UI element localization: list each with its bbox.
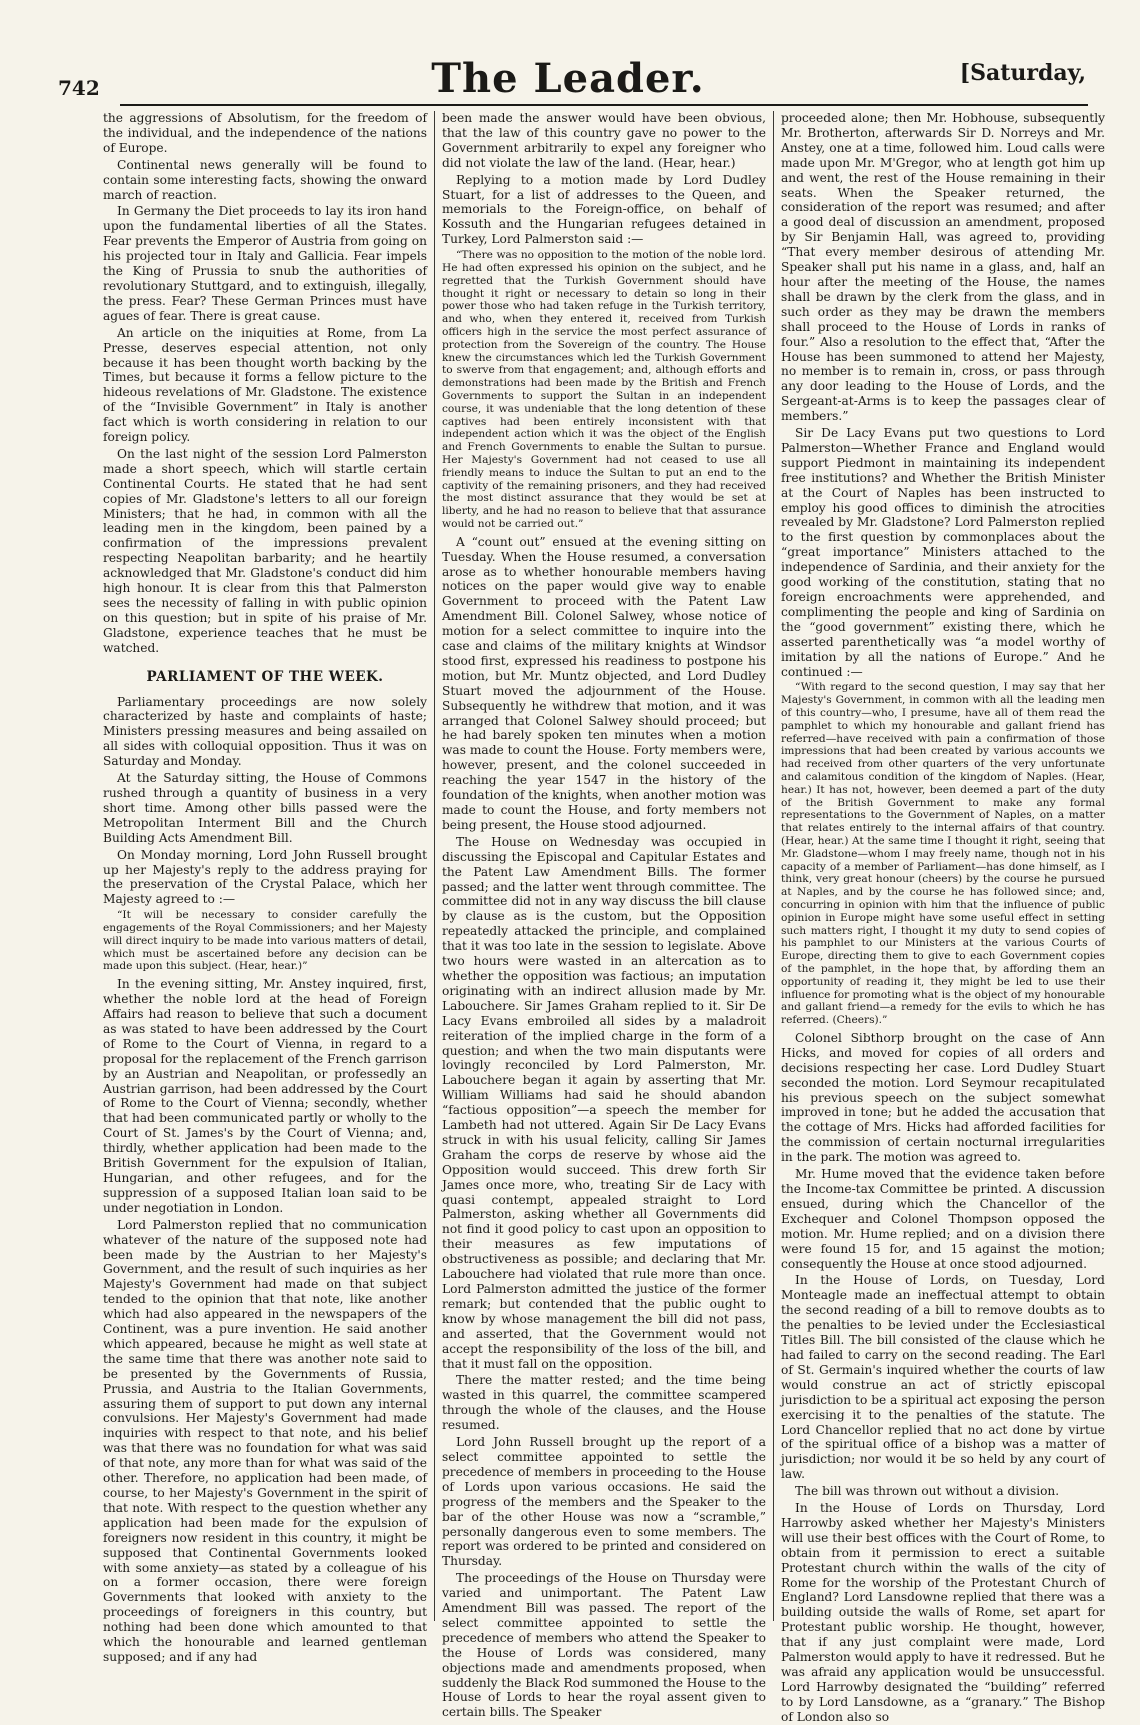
- article-paragraph: In the House of Lords, on Tuesday, Lord Monteagle made an ineffectual attempt to obtain the second reading of a bill to remove doubts as to the penalties to be levied under the Ecclesiastical Titles Bill. The bill consisted of the clause which he had failed to carry on the second reading. The Earl of St. Germain's inquired whether the courts of law would construe an act of strictly episcopal jurisdiction to be a spiritual act exposing the person exercising it to the penalties of the statute. The Lord Chancellor replied that no act done by virtue of the spiritual office of a bishop was a matter of jurisdiction; nor would it be so held by any court of law.: [781, 1273, 1105, 1482]
- article-paragraph: In the evening sitting, Mr. Anstey inquired, first, whether the noble lord at the head of Foreign Affairs had reason to believe that such a document as was stated to have been addressed by the Court of Rome to the Court of Vienna, in regard to a proposal for the replacement of the French garrison by an Austrian and Neapolitan, or professedly an Austrian garrison, had been addressed by the Court of Rome to the Court of Vienna; secondly, whether that had been communicated partly or wholly to the Court of St. James's by the Court of Vienna; and, thirdly, whether application had been made to the British Government for the expulsion of Italian, Hungarian, and other refugees, and for the suppression of a supposed Italian loan said to be under negotiation in London.: [103, 977, 427, 1215]
- article-paragraph: An article on the iniquities at Rome, from La Presse, deserves especial attention, not only because it has been thought worth backing by the Times, but because it forms a fellow picture to the hideous revelations of Mr. Gladstone. The existence of the “Invisible Government” in Italy is another fact which is worth considering in relation to our foreign policy.: [103, 325, 427, 445]
- quoted-speech: “There was no opposition to the motion of the noble lord. He had often expressed his opinion on the subject, and he regretted that the Turkish Government should have thought it right or necessary to detain so long in their power those who had taken refuge in the Turkish territory, and who, when they entered it, received from Turkish officers high in the service the most perfect assurance of protection from the Sovereign of the country. The House knew the circumstances which led the Turkish Government to swerve from that engagement; and, although efforts and demonstrations had been made by the British and French Governments to support the Sultan in an independent course, it was undeniable that the long detention of these captives had been entirely inconsistent with that independent action which it was the object of the English and French Governments to enable the Sultan to pursue. Her Majesty's Government had not ceased to use all friendly means to induce the Sultan to put an end to the captivity of the remaining prisoners, and they had received the most distinct assurance that they would be set at liberty, and he had no reason to believe that that assurance would not be carried out.”: [442, 249, 766, 530]
- article-paragraph: Replying to a motion made by Lord Dudley Stuart, for a list of addresses to the Queen, and memorials to the Foreign-office, on behalf of Kossuth and the Hungarian refugees detained in Turkey, Lord Palmerston said :—: [442, 172, 766, 247]
- article-paragraph: On Monday morning, Lord John Russell brought up her Majesty's reply to the address praying for the preservation of the Crystal Palace, which her Majesty agreed to :—: [103, 847, 427, 907]
- article-paragraph: Continental news generally will be found to contain some interesting facts, showing the onward march of reaction.: [103, 157, 427, 202]
- header-rule: [120, 104, 1088, 106]
- article-paragraph: The bill was thrown out without a division.: [795, 1484, 1060, 1499]
- text-columns: [96, 111, 1112, 1724]
- article-paragraph: Lord Palmerston replied that no communication whatever of the nature of the supposed note had been made by the Austrian to her Majesty's Government, and the result of such inquiries as her Majesty's Government had made on that subject tended to the opinion that that note, like another which had also appeared in the newspapers of the Continent, was a pure invention. He said another which appeared, because he might as well state at the same time that there was another note said to be presented by the Governments of Russia, Prussia, and Austria to the Italian Governments, assuring them of support to put down any internal convulsions. Her Majesty's Government had made inquiries with respect to that note, and his belief was that there was no foundation for what was said of that note, any more than for what was said of the other. Therefore, no application had been made, of course, to her Majesty's Government in the spirit of that note. With respect to the question whether any application had been made for the expulsion of foreigners now resident in this country, it might be supposed that Continental Governments looked with some anxiety—as stated by a colleague of his on a former occasion, there were foreign Governments that looked with anxiety to the proceedings of foreigners in this country, but nothing had been done which amounted to that which the honourable and learned gentleman supposed; and if any had: [103, 1217, 427, 1664]
- column-2: [434, 111, 773, 1720]
- article-paragraph: Parliamentary proceedings are now solely characterized by haste and complaints of haste; Ministers pressing measures and being assailed on all sides with colloquial opposition. Thus it was on Saturday and Monday.: [103, 694, 427, 769]
- article-paragraph: A “count out” ensued at the evening sitting on Tuesday. When the House resumed, a conversation arose as to whether honourable members having notices on the paper would give way to enable Government to proceed with the Patent Law Amendment Bill. Colonel Salwey, whose notice of motion for a select committee to inquire into the case and claims of the military knights at Windsor stood first, expressed his readiness to postpone his motion, but Mr. Muntz objected, and Lord Dudley Stuart moved the adjournment of the House. Subsequently he withdrew that motion, and it was arranged that Colonel Salwey should proceed; but he had barely spoken ten minutes when a motion was made to count the House. Forty members were, however, present, and the colonel succeeded in reaching the year 1547 in the history of the foundation of the knights, when another motion was made to count the House, and forty members not being present, the House stood adjourned.: [442, 534, 766, 832]
- article-paragraph: Colonel Sibthorp brought on the case of Ann Hicks, and moved for copies of all orders and decisions respecting her case. Lord Dudley Stuart seconded the motion. Lord Seymour recapitulated his previous speech on the subject somewhat improved in tone; but he added the accusation that the cottage of Mrs. Hicks had afforded facilities for the commission of certain nocturnal irregularities in the park. The motion was agreed to.: [781, 1030, 1105, 1165]
- article-paragraph: been made the answer would have been obvious, that the law of this country gave no power to the Government arbitrarily to expel any foreigner who did not violate the law of the land. (Hear, hear.): [442, 111, 766, 170]
- quoted-speech: “With regard to the second question, I may say that her Majesty's Government, in common with all the leading men of this country—who, I presume, have all of them read the pamphlet to which my honourable and gallant friend has referred—have received with pain a confirmation of those impressions that had been created by various accounts we had received from other quarters of the very unfortunate and calamitous condition of the kingdom of Naples. (Hear, hear.) It has not, however, been deemed a part of the duty of the British Government to make any formal representations to the Government of Naples, on a matter that relates entirely to the internal affairs of that country. (Hear, hear.) At the same time I thought it right, seeing that Mr. Gladstone—whom I may freely name, though not in his capacity of a member of Parliament—has done himself, as I think, very great honour (cheers) by the course he pursued at Naples, and by the course he has followed since; and, concurring in opinion with him that the influence of public opinion in Europe might have some useful effect in setting such matters right, I thought it my duty to send copies of his pamphlet to our Ministers at the various Courts of Europe, directing them to give to each Government copies of the pamphlet, in the hope that, by affording them an opportunity of reading it, they might be led to use their influence for promoting what is the object of my honourable and gallant friend—a remedy for the evils to which he has referred. (Cheers).”: [781, 681, 1105, 1027]
- article-paragraph: Mr. Hume moved that the evidence taken before the Income-tax Committee be printed. A discussion ensued, during which the Chancellor of the Exchequer and Colonel Thompson opposed the motion. Mr. Hume replied; and on a division there were found 15 for, and 15 against the motion; consequently the House at once stood adjourned.: [781, 1167, 1105, 1271]
- section-heading: PARLIAMENT OF THE WEEK.: [146, 668, 384, 685]
- article-paragraph: There the matter rested; and the time being wasted in this quarrel, the committee scampered through the whole of the clauses, and the House resumed.: [442, 1373, 766, 1433]
- article-paragraph: The proceedings of the House on Thursday were varied and unimportant. The Patent Law Amendment Bill was passed. The report of the select committee appointed to settle the precedence of members who attend the Speaker to the House of Lords was considered, many objections made and amendments proposed, when suddenly the Black Rod summoned the House to the House of Lords to hear the royal assent given to certain bills. The Speaker: [442, 1571, 767, 1720]
- article-paragraph: In Germany the Diet proceeds to lay its iron hand upon the fundamental liberties of all the States. Fear prevents the Emperor of Austria from going on his projected tour in Italy and Gallicia. Fear impels the King of Prussia to snub the authorities of revolutionary Stuttgard, and to extinguish, illegally, the press. Fear? These German Princes must have agues of fear. There is great cause.: [103, 204, 427, 323]
- page-number: 742: [58, 76, 100, 100]
- page-header: [20, 0, 1116, 100]
- article-paragraph: In the House of Lords on Thursday, Lord Harrowby asked whether her Majesty's Ministers will use their best offices with the Court of Rome, to obtain from it permission to erect a suitable Protestant church within the walls of the city of Rome for the worship of the Protestant Church of England? Lord Lansdowne replied that there was a building outside the walls of Rome, set apart for Protestant public worship. He thought, however, that if any just complaint were made, Lord Palmerston would apply to have it redressed. But he was afraid any application would be unsuccessful. Lord Harrowby designated the “building” referred to by Lord Lansdowne, as a “granary.” The Bishop of London also so: [781, 1501, 1105, 1724]
- article-paragraph: Lord John Russell brought up the report of a select committee appointed to settle the precedence of members in proceeding to the House of Lords upon various occasions. He said the progress of the members and the Speaker to the bar of the other House was now a “scramble,” personally dangerous even to some members. The report was ordered to be printed and considered on Thursday.: [442, 1435, 766, 1569]
- article-paragraph: At the Saturday sitting, the House of Commons rushed through a quantity of business in a very short time. Among other bills passed were the Metropolitan Interment Bill and the Church Building Acts Amendment Bill.: [103, 771, 427, 845]
- masthead-title: The Leader.: [431, 55, 705, 102]
- article-paragraph: Sir De Lacy Evans put two questions to Lord Palmerston—Whether France and England would support Piedmont in maintaining its independent free institutions? and Whether the British Minister at the Court of Naples has been instructed to employ his good offices to diminish the atrocities revealed by Mr. Gladstone? Lord Palmerston replied to the first question by commonplaces about the “great importance” Ministers attached to the independence of Sardinia, and their anxiety for the good working of the constitution, stating that no foreign encroachments were apprehended, and complimenting the people and king of Sardinia on the “good government” existing there, which he asserted parenthetically was “a model worthy of imitation by all the nations of Europe.” And he continued :—: [781, 426, 1105, 679]
- article-paragraph: The House on Wednesday was occupied in discussing the Episcopal and Capitular Estates and the Patent Law Amendment Bills. The former passed; and the latter went through committee. The committee did not in any way discuss the bill clause by clause as is the custom, but the Opposition repeatedly attacked the principle, and complained that it was too late in the session to legislate. Above two hours were wasted in an altercation as to whether the opposition was factious; an imputation originating with an indirect allusion made by Mr. Labouchere. Sir James Graham replied to it. Sir De Lacy Evans embroiled all sides by a maladroit reiteration of the implied charge in the form of a question; and when the two main disputants were lovingly reconciled by Lord Palmerston, Mr. Labouchere began it again by asserting that Mr. William Williams had said he should abandon “factious opposition”—a speech the member for Lambeth had not uttered. Again Sir De Lacy Evans struck in with his usual felicity, calling Sir James Graham the corps de reserve by whose aid the Opposition would succeed. This drew forth Sir James once more, who, treating Sir de Lacy with quasi contempt, appealed straight to Lord Palmerston, asking whether all Governments did not find it good policy to cast upon an opposition to their measures as few imputations of obstructiveness as possible; and declaring that Mr. Labouchere had violated that rule more than once. Lord Palmerston admitted the justice of the former remark; but contended that the public ought to know by whose management the bill did not pass, and asserted, that the Government would not accept the responsibility of the loss of the bill, and that it must fall on the opposition.: [442, 834, 766, 1371]
- quoted-speech: “It will be necessary to consider carefully the engagements of the Royal Commissioners; and her Majesty will direct inquiry to be made into various matters of detail, which must be ascertained before any decision can be made upon this subject. (Hear, hear.)”: [103, 909, 427, 973]
- article-paragraph: the aggressions of Absolutism, for the freedom of the individual, and the independence of the nations of Europe.: [103, 111, 427, 155]
- article-paragraph: proceeded alone; then Mr. Hobhouse, subsequently Mr. Brotherton, afterwards Sir D. Norreys and Mr. Anstey, one at a time, followed him. Loud calls were made upon Mr. M'Gregor, who at length got him up and went, the rest of the House remaining in their seats. When the Speaker returned, the consideration of the report was resumed; and after a good deal of discussion an amendment, proposed by Sir Benjamin Hall, was agreed to, providing “That every member desirous of attending Mr. Speaker shall put his name in a glass, and, half an hour after the meeting of the House, the names shall be drawn by the clerk from the glass, and in such order as they may be drawn the members shall proceed to the House of Lords in ranks of four.” Also a resolution to the effect that, “After the House has been summoned to attend her Majesty, no member is to remain in, cross, or pass through any door leading to the House of Lords, and the Sergeant-at-Arms is to keep the passages clear of members.”: [781, 111, 1105, 424]
- column-1: [96, 111, 434, 1664]
- article-paragraph: On the last night of the session Lord Palmerston made a short speech, which will startle certain Continental Courts. He stated that he had sent copies of Mr. Gladstone's letters to all our foreign Ministers; that he had, in common with all the leading men in the kingdom, been pained by a confirmation of the impressions prevalent respecting Neapolitan barbarity; and he heartily acknowledged that Mr. Gladstone's conduct did him high honour. It is clear from this that Palmerston sees the necessity of falling in with public opinion on this question; but in spite of his praise of Mr. Gladstone, experience teaches that he must be watched.: [103, 446, 427, 655]
- issue-day: [Saturday,: [959, 60, 1086, 86]
- column-3: [773, 111, 1112, 1724]
